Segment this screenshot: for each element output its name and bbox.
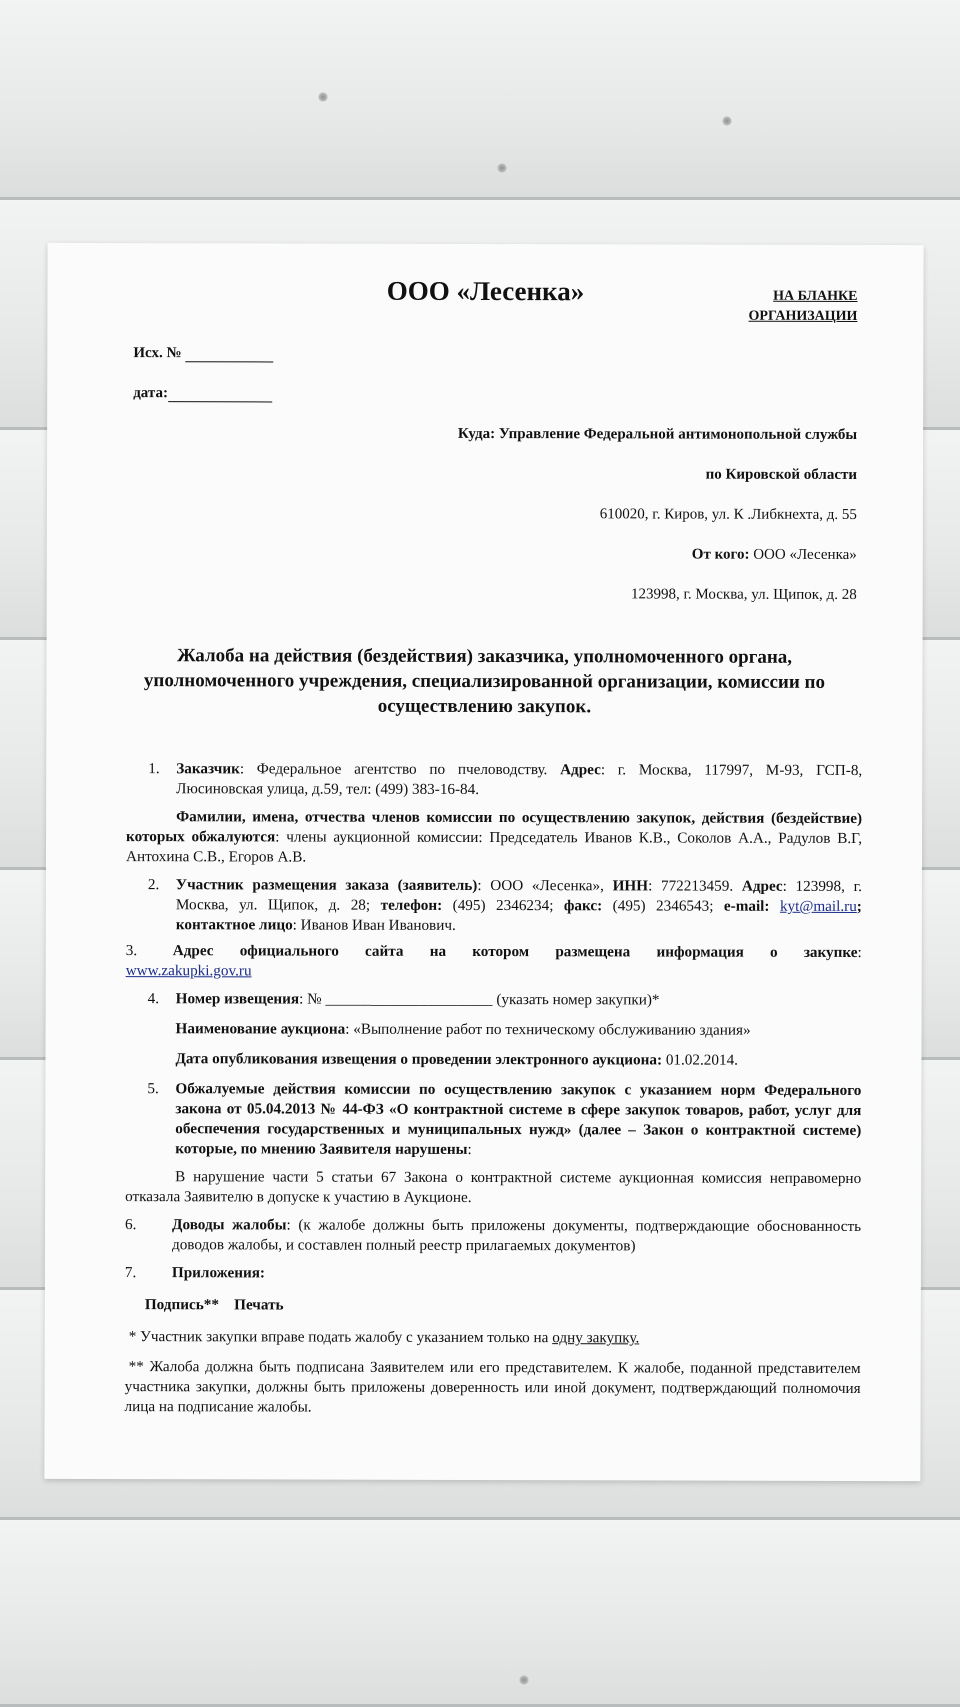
violation-text: В нарушение части 5 статьи 67 Закона о контрактной системе аукционная комиссия неправомерно отказала Заявителю в допуске к участию в Аукционе. [125, 1168, 862, 1206]
commission-members: Фамилии, имена, отчества членов комиссии по осуществлению закупок, действия (бездействие) которых обжалуются: члены аукционной комиссии: Председатель Иванов К.В., Соколов А.А., Радулов В.Г, Антохина С.В., Егоров А.В. [125, 808, 863, 866]
reference-number-field: Исх. № [133, 345, 273, 362]
publication-date: Дата опубликования извещения о проведении электронного аукциона: 01.02.2014. [175, 1050, 738, 1069]
complaint-title: Жалоба на действия (бездействия) заказчика, уполномоченного органа, уполномоченного учреждения, специализированной организации, комиссии по осуществлению закупок. [143, 645, 826, 718]
sender-address: 123998, г. Москва, ул. Щипок, д. 28 [630, 586, 857, 603]
sender-line: От кого: ООО «Лесенка» [691, 546, 857, 563]
organization-name: ООО «Лесенка» [386, 275, 585, 307]
item-notice-number: 4. Номер извещения: № ______________________ (указать номер закупки)* [147, 990, 660, 1009]
website-link[interactable]: www.zakupki.gov.ru [125, 962, 252, 980]
complaint-body [125, 759, 863, 1419]
recipient-address: 610020, г. Киров, ул. К .Либкнехта, д. 55 [599, 506, 857, 523]
item-website: 3. Адрес официального сайта на котором размещена информация о закупке: [125, 942, 862, 961]
recipient-line1: Куда: Управление Федеральной антимонопольной службы [457, 425, 858, 443]
email-link[interactable]: kyt@mail.ru [779, 897, 857, 915]
item-attachments: 7. Приложения: [124, 1264, 266, 1282]
date-field: дата: [133, 385, 272, 402]
date-blank [168, 401, 272, 402]
signature-stamp-line: Подпись** Печать [144, 1296, 284, 1314]
item-appealed-actions: 5. Обжалуемые действия комиссии по осуществлению закупок с указанием норм Федерального закона от 05.04.2013 № 44-ФЗ «О контрактной системе в сфере закупок товаров, работ, услуг для обеспечения государственных и муниципальных нужд» (далее – Закон о контрактной системе) которые, по мнению Заявителя нарушены: [147, 1080, 862, 1158]
item-arguments: 6. Доводы жалобы: (к жалобе должны быть приложены документы, подтверждающие обоснованность доводов жалобы, и составлен полный реестр прилагаемых документов) [125, 1216, 862, 1255]
item-applicant: 2. Участник размещения заказа (заявитель): ООО «Лесенка», ИНН: 772213459. Адрес: 123998, г. Москва, ул. Щипок, д. 28; телефон: (495) 2346234; факс: (495) 2346543; e-mail: kyt@mail.ru; контактное лицо: Иванов Иван Иванович. [147, 876, 862, 934]
item-customer: 1. Заказчик: Федеральное агентство по пчеловодству. Адрес: г. Москва, 117997, М-93, ГСП-8, Люсиновская улица, д.59, тел: (499) 383-16-84. [148, 760, 863, 798]
footnote-signature: ** Жалоба должна быть подписана Заявителем или его представителем. К жалобе, поданной представителем участника закупки, должны быть приложены доверенность или иной документ, подтверждающий полномочия лица на подписание жалобы. [124, 1358, 861, 1416]
auction-name: Наименование аукциона: «Выполнение работ по техническому обслуживанию здания» [175, 1020, 751, 1039]
reference-number-blank [185, 361, 273, 362]
footnote-single-purchase: * Участник закупки вправе подать жалобу с указанием только на одну закупку. [128, 1328, 640, 1347]
recipient-line2: по Кировской области [705, 466, 858, 483]
document-page [44, 243, 923, 1481]
letterhead-note: НА БЛАНКЕ ОРГАНИЗАЦИИ [748, 288, 858, 324]
